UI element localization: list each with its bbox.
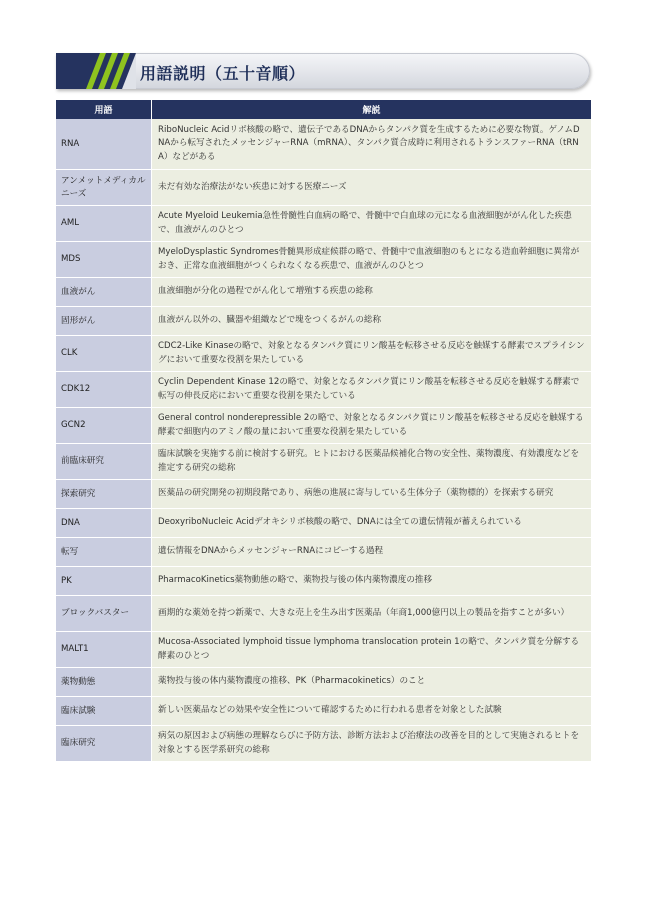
- description-cell: MyeloDysplastic Syndromes骨髄異形成症候群の略で、骨髄中で血液細胞のもとになる造血幹細胞に異常がおき、正常な血液細胞がつくられなくなる疾患で、血液がんのひとつ: [152, 242, 591, 277]
- table-row: [56, 170, 591, 206]
- table-row: [56, 632, 591, 668]
- table-row: [56, 538, 591, 567]
- description-cell: 未だ有効な治療法がない疾患に対する医療ニーズ: [152, 170, 591, 205]
- description-cell: RiboNucleic Acidリボ核酸の略で、遺伝子であるDNAからタンパク質を生成するために必要な物質。ゲノムDNAから転写されたメッセンジャーRNA（mRNA）、タンパク質合成時に利用されるトランスファーRNA（tRNA）などがある: [152, 119, 591, 169]
- description-cell: 新しい医薬品などの効果や安全性について確認するために行われる患者を対象とした試験: [152, 697, 591, 725]
- description-cell: 画期的な薬効を持つ新薬で、大きな売上を生み出す医薬品（年商1,000億円以上の製品を指すことが多い）: [152, 596, 591, 631]
- term-cell: ブロックバスター: [56, 596, 152, 631]
- description-cell: CDC2-Like Kinaseの略で、対象となるタンパク質にリン酸基を転移させる反応を触媒する酵素でスプライシングにおいて重要な役割を果たしている: [152, 336, 591, 371]
- description-cell: Mucosa-Associated lymphoid tissue lymphoma translocation protein 1の略で、タンパク質を分解する酵素のひとつ: [152, 632, 591, 667]
- column-header-term: 用語: [56, 100, 152, 119]
- title-banner: [56, 53, 590, 89]
- description-cell: 臨床試験を実施する前に検討する研究。ヒトにおける医薬品候補化合物の安全性、薬物濃度、有効濃度などを推定する研究の総称: [152, 444, 591, 479]
- description-cell: Acute Myeloid Leukemia急性骨髄性白血病の略で、骨髄中で白血球の元になる血液細胞ががん化した疾患で、血液がんのひとつ: [152, 206, 591, 241]
- page-title: 用語説明（五十音順）: [140, 64, 306, 83]
- description-cell: 薬物投与後の体内薬物濃度の推移、PK（Pharmacokinetics）のこと: [152, 668, 591, 696]
- term-cell: 血液がん: [56, 278, 152, 306]
- table-row: [56, 444, 591, 480]
- term-cell: MALT1: [56, 632, 152, 667]
- term-cell: 前臨床研究: [56, 444, 152, 479]
- description-cell: General control nonderepressible 2の略で、対象となるタンパク質にリン酸基を転移させる反応を触媒する酵素で細胞内のアミノ酸の量において重要な役割を果たしている: [152, 408, 591, 443]
- term-cell: AML: [56, 206, 152, 241]
- term-cell: DNA: [56, 509, 152, 537]
- table-body: [56, 119, 591, 762]
- term-cell: GCN2: [56, 408, 152, 443]
- description-cell: 医薬品の研究開発の初期段階であり、病態の進展に寄与している生体分子（薬物標的）を探索する研究: [152, 480, 591, 508]
- table-row: [56, 668, 591, 697]
- description-cell: 血液細胞が分化の過程でがん化して増殖する疾患の総称: [152, 278, 591, 306]
- table-row: [56, 567, 591, 596]
- term-cell: RNA: [56, 119, 152, 169]
- description-cell: Cyclin Dependent Kinase 12の略で、対象となるタンパク質にリン酸基を転移させる反応を触媒する酵素で転写の伸長反応において重要な役割を果たしている: [152, 372, 591, 407]
- table-row: [56, 480, 591, 509]
- term-cell: PK: [56, 567, 152, 595]
- table-row: [56, 726, 591, 762]
- column-header-description: 解説: [362, 106, 381, 116]
- description-cell: 遺伝情報をDNAからメッセンジャーRNAにコピーする過程: [152, 538, 591, 566]
- term-cell: アンメットメディカルニーズ: [56, 170, 152, 205]
- term-cell: 固形がん: [56, 307, 152, 335]
- description-cell: 病気の原因および病態の理解ならびに予防方法、診断方法および治療法の改善を目的として実施されるヒトを対象とする医学系研究の総称: [152, 726, 591, 761]
- term-cell: MDS: [56, 242, 152, 277]
- table-row: [56, 206, 591, 242]
- description-cell: 血液がん以外の、臓器や組織などで塊をつくるがんの総称: [152, 307, 591, 335]
- table-row: [56, 242, 591, 278]
- table-header: [56, 100, 591, 119]
- table-row: [56, 509, 591, 538]
- table-row: [56, 278, 591, 307]
- term-cell: 臨床試験: [56, 697, 152, 725]
- table-row: [56, 119, 591, 170]
- table-row: [56, 372, 591, 408]
- table-row: [56, 697, 591, 726]
- description-cell: PharmacoKinetics薬物動態の略で、薬物投与後の体内薬物濃度の推移: [152, 567, 591, 595]
- table-row: [56, 596, 591, 632]
- term-cell: CLK: [56, 336, 152, 371]
- term-cell: 薬物動態: [56, 668, 152, 696]
- term-cell: 臨床研究: [56, 726, 152, 761]
- table-row: [56, 408, 591, 444]
- term-cell: 探索研究: [56, 480, 152, 508]
- glossary-table: [56, 100, 591, 762]
- term-cell: CDK12: [56, 372, 152, 407]
- description-cell: DeoxyriboNucleic Acidデオキシリボ核酸の略で、DNAには全ての遺伝情報が蓄えられている: [152, 509, 591, 537]
- term-cell: 転写: [56, 538, 152, 566]
- table-row: [56, 307, 591, 336]
- stripe-decoration-icon: [56, 53, 136, 89]
- table-row: [56, 336, 591, 372]
